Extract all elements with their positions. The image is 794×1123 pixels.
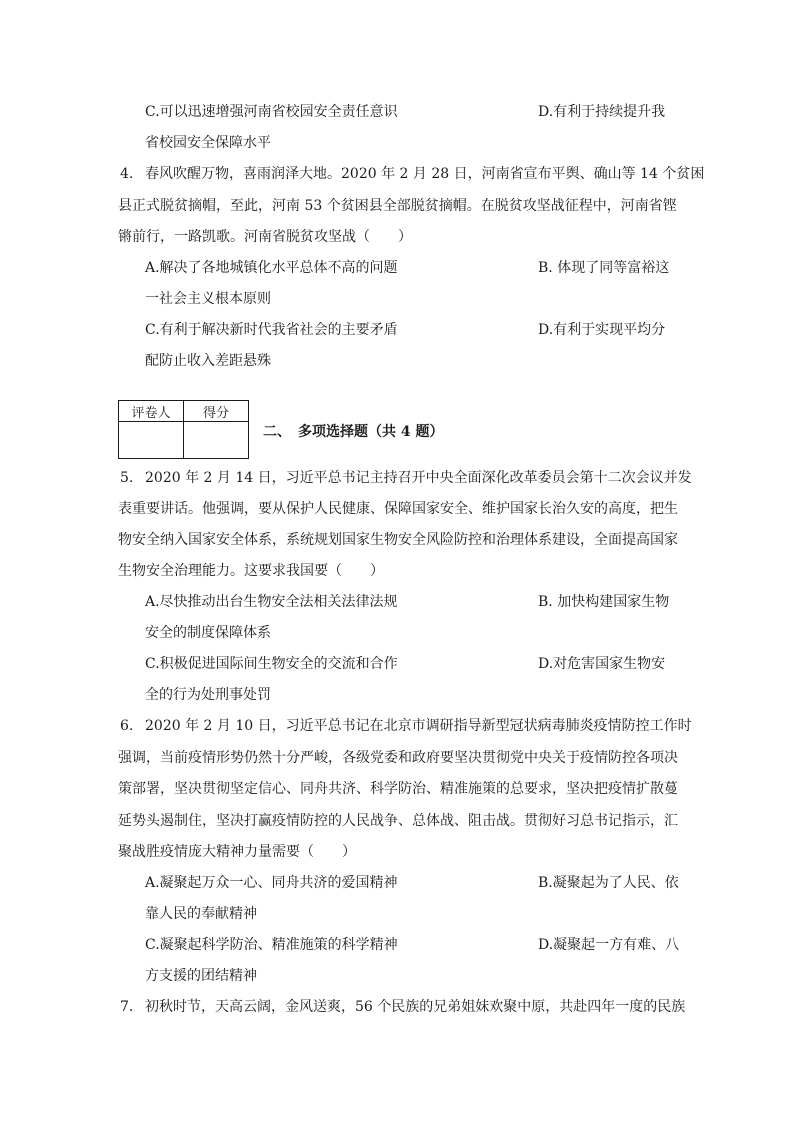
q5-option-c: C.积极促进国际间生物安全的交流和合作	[145, 656, 398, 672]
q7-number: 7.	[120, 999, 134, 1015]
q7-stem: 初秋时节，天高云阔，金风送爽，56 个民族的兄弟姐妹欢聚中原，共赴四年一度的民族	[145, 999, 686, 1015]
reviewer-cell	[119, 422, 184, 459]
q6-stem: 强调，当前疫情形势仍然十分严峻，各级党委和政府要坚决贯彻党中央关于疫情防控各项决	[118, 750, 678, 766]
q6-option-d-cont: 方支援的团结精神	[145, 968, 257, 984]
q4-option-a: A.解决了各地城镇化水平总体不高的问题	[145, 260, 398, 276]
reviewer-header: 评卷人	[119, 401, 184, 422]
score-cell	[184, 422, 249, 459]
q5-stem: 表重要讲话。他强调，要从保护人民健康、保障国家安全、维护国家长治久安的高度，把生	[118, 501, 678, 517]
q5-option-d-cont: 全的行为处刑事处罚	[145, 687, 271, 703]
q5-stem: 生物安全治理能力。这要求我国要（ ）	[118, 563, 384, 579]
q5-option-b-cont: 安全的制度保障体系	[145, 625, 271, 641]
q6-stem: 2020 年 2 月 10 日，习近平总书记在北京市调研指导新型冠状病毒肺炎疫情防控工作时	[145, 718, 692, 734]
section-title: 二、 多项选择题（共 4 题）	[263, 424, 444, 440]
score-header: 得分	[184, 401, 249, 422]
q5-stem: 物安全纳入国家安全体系，系统规划国家生物安全风险防控和治理体系建设，全面提高国家	[118, 532, 678, 548]
q4-option-d-cont: 配防止收入差距悬殊	[145, 353, 271, 369]
q6-option-b: B.凝聚起为了人民、依	[538, 875, 679, 891]
q5-stem: 2020 年 2 月 14 日，习近平总书记主持召开中央全面深化改革委员会第十二次会议并发	[145, 470, 692, 486]
q3-option-d-cont: 省校园安全保障水平	[145, 135, 271, 151]
q4-option-b-cont: 一社会主义根本原则	[145, 291, 271, 307]
q6-stem: 延势头遏制住，坚决打赢疫情防控的人民战争、总体战、阻击战。贯彻好习总书记指示，汇	[118, 813, 678, 829]
q4-stem: 县正式脱贫摘帽，至此，河南 53 个贫困县全部脱贫摘帽。在脱贫攻坚战征程中，河南省铿	[118, 198, 677, 214]
q6-option-c: C.凝聚起科学防治、精准施策的科学精神	[145, 937, 398, 953]
q4-number: 4.	[120, 166, 134, 182]
q5-number: 5.	[120, 470, 134, 486]
q6-option-a: A.凝聚起万众一心、同舟共济的爱国精神	[145, 875, 398, 891]
q5-option-a: A.尽快推动出台生物安全法相关法律法规	[145, 594, 398, 610]
q4-stem: 春风吹醒万物，喜雨润泽大地。2020 年 2 月 28 日，河南省宣布平舆、确山等 14 个贫困	[145, 166, 705, 182]
q6-option-d: D.凝聚起一方有难、八	[538, 937, 680, 953]
q5-option-b: B. 加快构建国家生物	[538, 594, 670, 610]
q4-option-d: D.有利于实现平均分	[538, 322, 666, 338]
q3-option-d: D.有利于持续提升我	[538, 104, 666, 120]
q4-option-b: B. 体现了同等富裕这	[538, 260, 670, 276]
q3-option-c: C.可以迅速增强河南省校园安全责任意识	[145, 104, 398, 120]
q6-stem: 策部署，坚决贯彻坚定信心、同舟共济、科学防治、精准施策的总要求，坚决把疫情扩散蔓	[118, 781, 678, 797]
q4-stem: 锵前行，一路凯歌。河南省脱贫攻坚战（ ）	[118, 229, 412, 245]
q6-stem: 聚战胜疫情庞大精神力量需要（ ）	[118, 844, 356, 860]
q5-option-d: D.对危害国家生物安	[538, 656, 666, 672]
q6-option-b-cont: 靠人民的奉献精神	[145, 906, 257, 922]
score-table	[118, 400, 249, 459]
q6-number: 6.	[120, 718, 134, 734]
q4-option-c: C.有利于解决新时代我省社会的主要矛盾	[145, 322, 398, 338]
